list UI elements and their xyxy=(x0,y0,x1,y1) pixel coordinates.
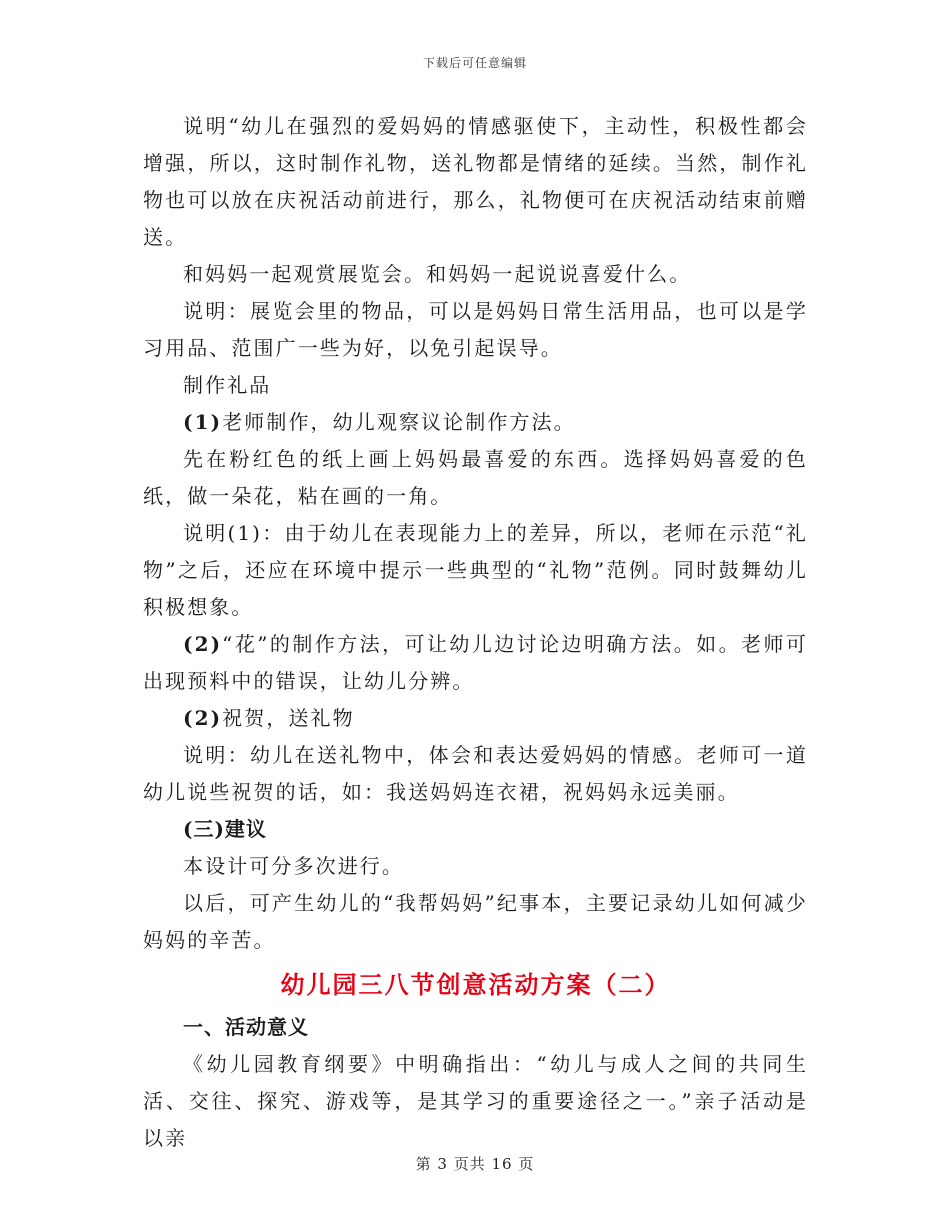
paragraph-step-1 xyxy=(143,404,808,441)
paragraph-make-gift: 制作礼品 xyxy=(183,373,272,397)
step-text: 老师制作，幼儿观察议论制作方法。 xyxy=(222,410,576,434)
step-text: 祝贺，送礼物 xyxy=(222,706,355,730)
header-note: 下载后可任意编辑 xyxy=(422,56,527,70)
page-number: 第 3 页共 16 页 xyxy=(415,1155,535,1173)
paragraph-guideline-quote: 《幼儿园教育纲要》中明确指出：“幼儿与成人之间的共同生活、交往、探究、游戏等，是其学习的重要途径之一。”亲子活动是以亲 xyxy=(143,1052,808,1150)
subheading-significance: 一、活动意义 xyxy=(183,1015,309,1039)
paragraph-exhibition-note: 说明：展览会里的物品，可以是妈妈日常生活用品，也可以是学习用品、范围广一些为好，以免引起误导。 xyxy=(143,299,808,360)
step-number: (2) xyxy=(183,632,223,656)
step-number: (2) xyxy=(183,706,223,730)
paragraph-multiple-sessions: 本设计可分多次进行。 xyxy=(183,854,404,878)
paragraph-note-1: 说明(1)：由于幼儿在表现能力上的差异，所以，老师在示范“礼物”之后，还应在环境中提示一些典型的“礼物”范例。同时鼓舞幼儿积极想象。 xyxy=(143,521,808,619)
paragraph-exhibition: 和妈妈一起观赏展览会。和妈妈一起说说喜爱什么。 xyxy=(183,262,692,286)
paragraph-step-2 xyxy=(143,626,808,700)
paragraph-explanation-gift: 说明“幼儿在强烈的爱妈妈的情感驱使下，主动性，积极性都会增强，所以，这时制作礼物，送礼物都是情绪的延续。当然，制作礼物也可以放在庆祝活动前进行，那么，礼物便可在庆祝活动结束前赠送。 xyxy=(143,114,808,249)
section-title: 幼儿园三八节创意活动方案（二） xyxy=(280,971,671,999)
step-number: (1) xyxy=(183,410,223,434)
subheading-suggestions: (三)建议 xyxy=(183,817,267,841)
document-body xyxy=(143,108,808,1157)
step-text: “花”的制作方法，可让幼儿边讨论边明确方法。如。老师可出现预料中的错误，让幼儿分辨。 xyxy=(143,632,808,693)
paragraph-gift-note: 说明：幼儿在送礼物中，体会和表达爱妈妈的情感。老师可一道幼儿说些祝贺的话，如：我送妈妈连衣裙，祝妈妈永远美丽。 xyxy=(143,743,808,804)
paragraph-draw-flower: 先在粉红色的纸上画上妈妈最喜爱的东西。选择妈妈喜爱的色纸，做一朵花，粘在画的一角。 xyxy=(143,447,808,508)
paragraph-step-2b xyxy=(143,700,808,737)
paragraph-notebook: 以后，可产生幼儿的“我帮妈妈”纪事本，主要记录幼儿如何减少妈妈的辛苦。 xyxy=(143,891,808,952)
